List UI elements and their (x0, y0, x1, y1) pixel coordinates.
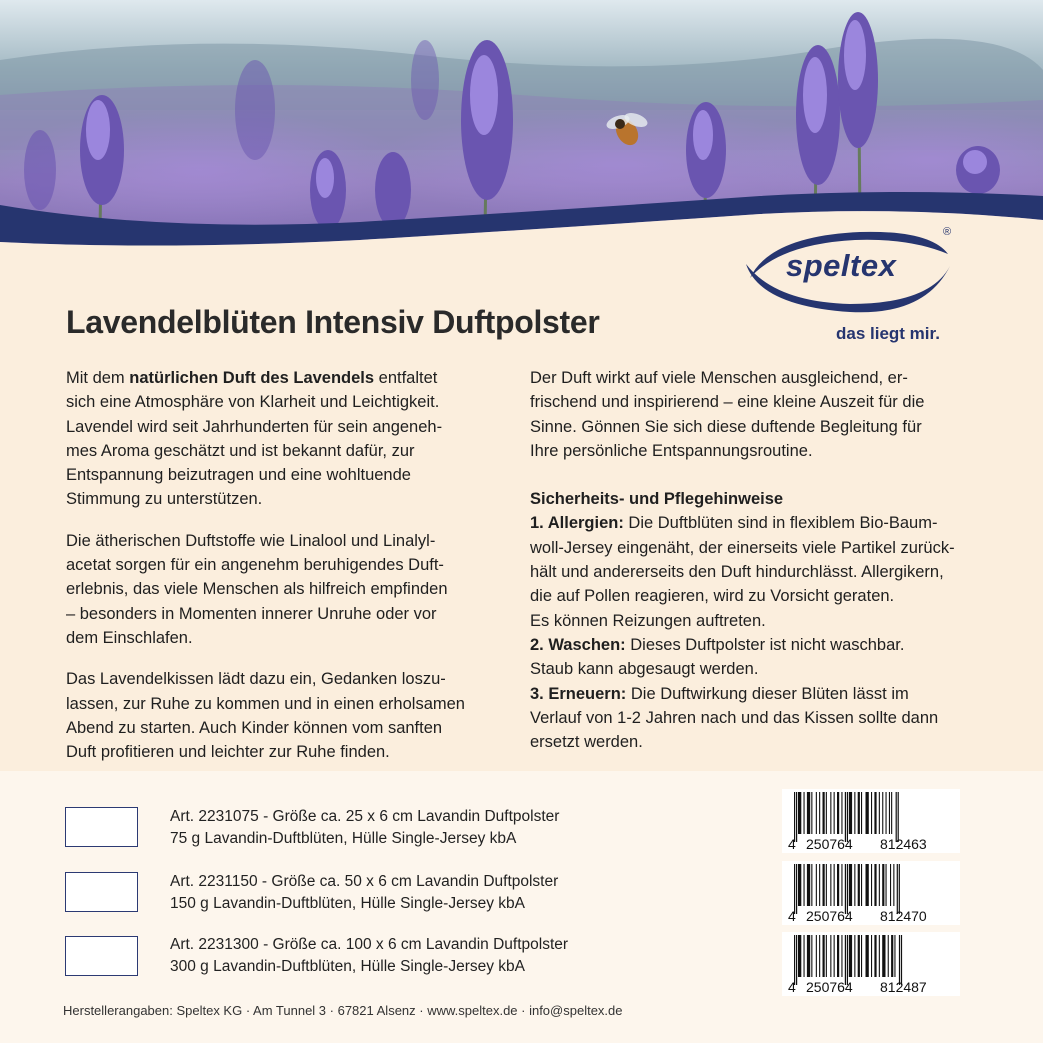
highlight-text: natürlichen Duft des Lavendels (129, 369, 375, 387)
variant-checkbox[interactable] (65, 872, 138, 912)
barcode: 4 250764 812463 (782, 789, 960, 853)
logo-wordmark: speltex (786, 248, 897, 283)
logo-tagline: das liegt mir. (836, 324, 940, 343)
hero-lavender-image (0, 0, 1043, 260)
description-left-column (66, 366, 496, 781)
description-paragraph-3: Das Lavendelkissen lädt dazu ein, Gedanken loszu- lassen, zur Ruhe zu kommen und in einen erholsamen Abend zu starten. Auch Kinder können vom sanften Duft profitieren und leichter zur Ruhe finden. (66, 670, 465, 762)
lavender-field-illustration (0, 0, 1043, 260)
description-paragraph-2: Die ätherischen Duftstoffe wie Linalool und Linalyl- acetat sorgen für ein angenehm beruhigendes Duft- erlebnis, das viele Menschen als hilfreich empfinden – besonders in Momenten innerer Unruhe oder vor dem Einschlafen. (66, 531, 448, 647)
manufacturer-info: Herstellerangaben: Speltex KG · Am Tunnel 3 · 67821 Alsenz · www.speltex.de · info@speltex.de (63, 1003, 623, 1018)
description-right-column (530, 366, 980, 754)
washing-note: 2. Waschen: Dieses Duftpolster ist nicht waschbar. (530, 635, 905, 654)
speltex-logo (740, 226, 960, 346)
description-paragraph-1: Mit dem natürlichen Duft des Lavendels entfaltet sich eine Atmosphäre von Klarheit und Leichtigkeit. Lavendel wird seit Jahrhunderten für sein angeneh- mes Aroma geschätzt und ist bekannt dafür, zur Entspannung beizutragen und eine wohltuende Stimmung zu unterstützen. (66, 369, 443, 509)
variant-description: Art. 2231300 - Größe ca. 100 x 6 cm Lavandin Duftpolster 300 g Lavandin-Duftblüten, Hülle Single-Jersey kbA (170, 936, 569, 975)
allergies-note: 1. Allergien: Die Duftblüten sind in flexiblem Bio-Baum- (530, 514, 938, 533)
barcode: 4 250764 812487 (782, 932, 960, 996)
variant-checkbox[interactable] (65, 807, 138, 847)
safety-section: Sicherheits- und Pflegehinweise 1. Allergien: Die Duftblüten sind in flexiblem Bio-Baum- woll-Jersey eingenäht, der einerseits viele Partikel zurück- hält und andererseits den Duft hindurchlässt. Allergikern, die auf Pollen reagieren, wird zu Vorsicht geraten. Es können Reizungen auftreten. 2. Waschen: Dieses Duftpolster ist nicht waschbar. Staub kann abgesaugt werden. 3. Erneuern: Die Duftwirkung dieser Blüten lässt im Verlauf von 1-2 Jahren nach und das Kissen sollte dann ersetzt werden. (530, 487, 980, 754)
description-paragraph-4: Der Duft wirkt auf viele Menschen ausgleichend, er- frischend und inspirierend – eine kleine Auszeit für die Sinne. Gönnen Sie sich diese duftende Begleitung für Ihre persönliche Entspannungsroutine. (530, 369, 925, 460)
safety-heading: Sicherheits- und Pflegehinweise (530, 490, 784, 509)
barcode: 4 250764 812470 (782, 861, 960, 925)
variant-description: Art. 2231075 - Größe ca. 25 x 6 cm Lavandin Duftpolster 75 g Lavandin-Duftblüten, Hülle Single-Jersey kbA (170, 808, 560, 847)
variant-checkbox[interactable] (65, 936, 138, 976)
variant-description: Art. 2231150 - Größe ca. 50 x 6 cm Lavandin Duftpolster 150 g Lavandin-Duftblüten, Hülle Single-Jersey kbA (170, 873, 559, 912)
product-title: Lavendelblüten Intensiv Duftpolster (66, 304, 600, 340)
registered-mark: ® (943, 226, 952, 238)
renew-note: 3. Erneuern: Die Duftwirkung dieser Blüten lässt im (530, 684, 909, 703)
